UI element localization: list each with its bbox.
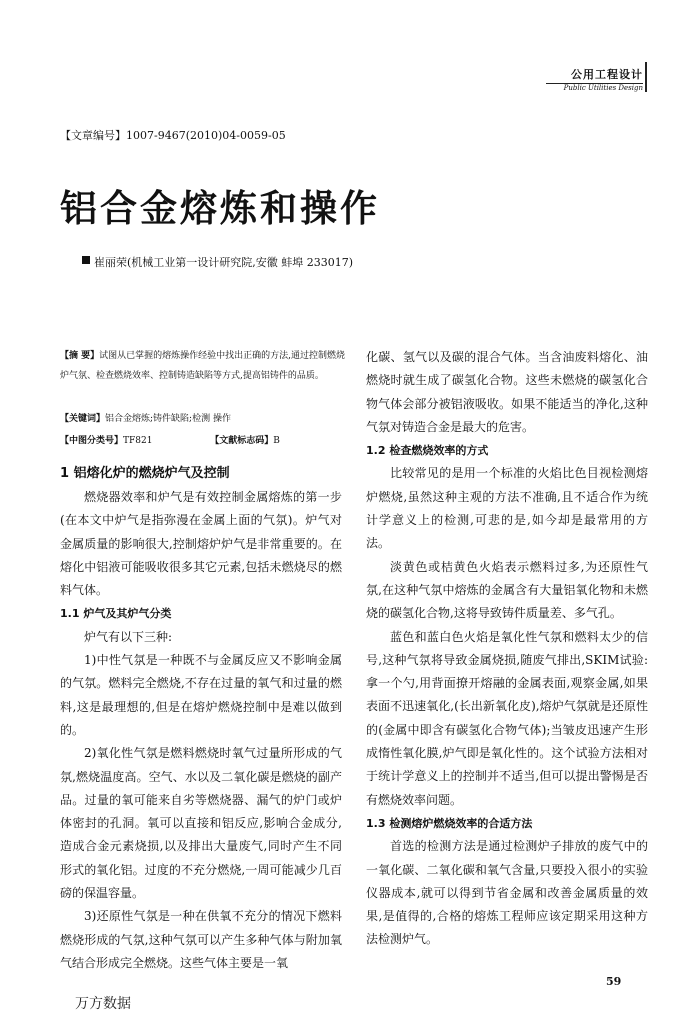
doc-code-label: 【文献标志码】 — [210, 436, 274, 446]
abstract-text: 试图从已掌握的熔炼操作经验中找出正确的方法,通过控制燃烧炉气氛、检查燃烧效率、控制铸造缺陷等方式,提高铝铸件的品质。 — [60, 351, 346, 381]
section-1-2-heading: 1.2 检查燃烧效率的方式 — [366, 444, 489, 458]
paragraph: 燃烧器效率和炉气是有效控制金属熔炼的第一步(在本文中炉气是指弥漫在金属上面的气氛)。炉气对金属质量的影响很大,控制熔炉炉气是非常重要的。在熔化中铝液可能吸收很多其它元素,包括未燃烧尽的燃料气体。 — [60, 490, 342, 598]
author-bullet — [82, 256, 90, 264]
author-affiliation: 崔丽荣(机械工业第一设计研究院,安徽 蚌埠 233017) — [94, 256, 354, 269]
keywords-text: 铝合金熔炼;铸件缺陷;检测 操作 — [105, 414, 231, 424]
source-watermark: 万方数据 — [75, 996, 131, 1012]
paper-title: 铝合金熔炼和操作 — [60, 187, 380, 230]
paragraph: 3)还原性气氛是一种在供氧不充分的情况下燃料燃烧形成的气氛,这种气氛可以产生多种气体与附加氧气结合形成完全燃烧。这些气体主要是一氧 — [60, 909, 342, 970]
clc-value: TF821 — [123, 436, 153, 446]
paragraph: 2)氧化性气氛是燃料燃烧时氧气过量所形成的气氛,燃烧温度高。空气、水以及二氧化碳是燃烧的副产品。过量的氧可能来自劣等燃烧器、漏气的炉门或炉体密封的孔洞。氧可以直接和铝反应,影响合金成分,造成合金元素烧损,以及排出大量废气,同时产生不同形式的氧化铝。过度的不充分燃烧,一周可能减少几百磅的保温容量。 — [60, 746, 342, 901]
classification — [60, 431, 360, 451]
clc-label: 【中图分类号】 — [60, 436, 124, 446]
right-column — [366, 346, 648, 952]
article-number: 【文章编号】1007-9467(2010)04-0059-05 — [60, 129, 286, 142]
abstract-label: 【摘 要】 — [60, 351, 100, 361]
paragraph: 化碳、氢气以及碳的混合气体。当含油废料熔化、油燃烧时就生成了碳氢化合物。这些未燃烧的碳氢化合物气体会部分被铝液吸收。如果不能适当的净化,这种气氛对铸造合金是最大的危害。 — [366, 350, 648, 434]
header-divider-bar — [645, 62, 647, 92]
page-number: 59 — [606, 975, 622, 988]
journal-name-cn: 公用工程设计 — [571, 68, 643, 81]
paragraph: 1)中性气氛是一种既不与金属反应又不影响金属的气氛。燃料完全燃烧,不存在过量的氧气和过量的燃料,这是最理想的,但是在熔炉燃烧控制中是难以做到的。 — [60, 653, 342, 737]
section-1-heading: 1 铝熔化炉的燃烧炉气及控制 — [60, 466, 230, 481]
paragraph: 蓝色和蓝白色火焰是氧化性气氛和燃料太少的信号,这种气氛将导致金属烧损,随废气排出,SKIM试验:拿一个勺,用背面撩开熔融的金属表面,观察金属,如果表面不迅速氧化,(长出新氧化皮),熔炉气氛就是还原性的(金属中即含有碳氢化合物气体);当皱皮迅速产生形成惰性氧化膜,炉气即是氧化性的。这个试验方法相对于统计学意义上的控制并不适当,但可以提出警惕是否有燃烧效率问题。 — [366, 629, 648, 807]
section-1-1-heading: 1.1 炉气及其炉气分类 — [60, 607, 172, 621]
left-column — [60, 462, 342, 975]
paragraph: 炉气有以下三种: — [84, 629, 173, 644]
doc-code-value: B — [273, 436, 280, 446]
paragraph: 比较常见的是用一个标准的火焰比色目视检测熔炉燃烧,虽然这种主观的方法不准确,且不适合作为统计学意义上的检测,可悲的是,如今却是最常用的方法。 — [366, 466, 648, 551]
journal-name-en: Public Utilities Design — [563, 84, 643, 92]
paragraph: 首选的检测方法是通过检测炉子排放的废气中的一氧化碳、二氧化碳和氧气含量,只要投入很小的实验仪器成本,就可以得到节省金属和改善金属质量的效果,是值得的,合格的熔炼工程师应该定期采用这种方法检测炉气。 — [366, 839, 648, 947]
section-1-3-heading: 1.3 检测熔炉燃烧效率的合适方法 — [366, 816, 533, 830]
keywords — [60, 409, 350, 429]
paragraph: 淡黄色或桔黄色火焰表示燃料过多,为还原性气氛,在这种气氛中熔炼的金属含有大量铝氧化物和未燃烧的碳氢化合物,这将导致铸件质量差、多气孔。 — [366, 559, 648, 621]
abstract — [60, 346, 350, 386]
keywords-label: 【关键词】 — [60, 414, 106, 424]
